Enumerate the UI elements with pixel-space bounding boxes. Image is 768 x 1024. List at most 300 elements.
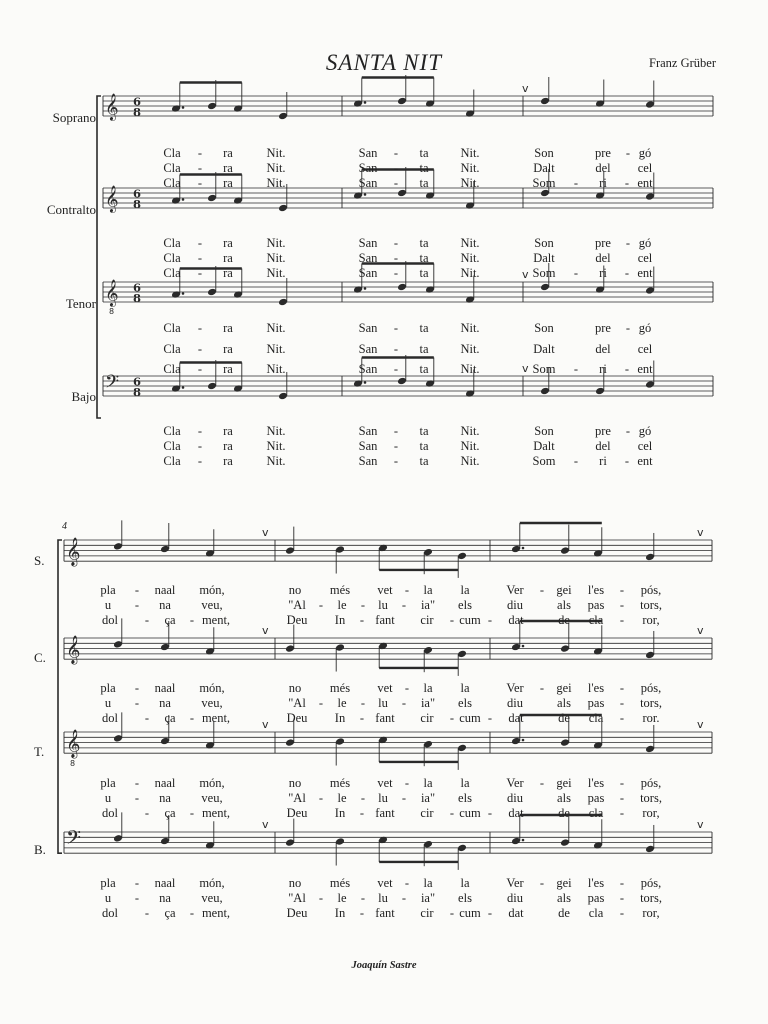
- lyric-s2-v0: veu,: [201, 598, 223, 612]
- lyric-s1-v3: ra: [223, 439, 233, 453]
- lyric-s1-v1: ra: [223, 251, 233, 265]
- voice-label-bajo: Bajo: [71, 389, 96, 404]
- treble-clef-icon: 𝄞: [105, 94, 119, 121]
- lyric-s2-v2: ia": [420, 791, 436, 805]
- lyric-s2-v3: pós,: [640, 876, 662, 890]
- lyric-s2-v2: veu,: [201, 791, 223, 805]
- lyric-s2-v1: cum: [459, 711, 481, 725]
- lyric-s2-v1: cla: [588, 711, 604, 725]
- lyric-s1-v3: San: [358, 424, 378, 438]
- lyric-s1-v0: Nit.: [266, 146, 286, 160]
- lyric-s2-v0: -: [318, 598, 324, 612]
- lyric-s2-v2: "Al: [288, 791, 306, 805]
- lyric-s2-v0: cla: [588, 613, 604, 627]
- lyric-s2-v0: ment,: [201, 613, 231, 627]
- lyric-s1-v2: Som: [532, 362, 556, 376]
- lyric-s2-v1: -: [401, 696, 407, 710]
- lyric-s2-v0: fant: [375, 613, 395, 627]
- lyric-s1-v1: Nit.: [460, 266, 480, 280]
- lyric-s1-v0: ent: [637, 176, 653, 190]
- lyric-s2-v3: de: [558, 906, 570, 920]
- breath-mark-icon: v: [262, 624, 269, 637]
- lyric-s2-v3: Deu: [286, 906, 308, 920]
- lyric-s2-v2: -: [619, 791, 625, 805]
- lyric-s1-v3: ra: [223, 424, 233, 438]
- lyric-s1-v2: -: [393, 362, 399, 376]
- lyric-s1-v2: ta: [419, 321, 429, 335]
- lyric-s2-v0: le: [337, 598, 347, 612]
- lyric-s1-v1: Nit.: [266, 236, 286, 250]
- lyric-s1-v1: Son: [534, 236, 554, 250]
- lyric-s2-v3: vet: [377, 876, 393, 890]
- lyric-s2-v2: pas: [587, 791, 605, 805]
- lyric-s1-v2: -: [197, 342, 203, 356]
- dot: [182, 106, 185, 109]
- lyric-s1-v2: Cla: [163, 362, 181, 376]
- lyric-s2-v3: -: [487, 906, 493, 920]
- lyric-s2-v0: -: [359, 613, 365, 627]
- lyric-s2-v3: als: [557, 891, 571, 905]
- lyric-s2-v2: la: [423, 776, 433, 790]
- lyric-s2-v0: -: [449, 613, 455, 627]
- lyric-s1-v1: Cla: [163, 251, 181, 265]
- lyric-s2-v1: na: [159, 696, 171, 710]
- voice-label-soprano: Soprano: [52, 110, 96, 125]
- lyric-s2-v1: Ver: [506, 681, 524, 695]
- lyric-s2-v3: -: [318, 891, 324, 905]
- lyric-s1-v2: San: [358, 342, 378, 356]
- lyric-s2-v0: -: [539, 583, 545, 597]
- lyric-s2-v3: tors,: [640, 891, 662, 905]
- lyric-s1-v0: Dalt: [533, 161, 555, 175]
- lyric-s1-v1: -: [624, 266, 630, 280]
- lyric-s1-v1: ta: [419, 266, 429, 280]
- lyric-s1-v1: ra: [223, 266, 233, 280]
- lyric-s2-v0: u: [104, 598, 112, 612]
- lyric-s1-v2: Nit.: [266, 342, 286, 356]
- lyric-s2-v1: l'es: [587, 681, 605, 695]
- lyric-s2-v1: Deu: [286, 711, 308, 725]
- lyric-s2-v2: In: [334, 806, 346, 820]
- lyric-s2-v3: els: [458, 891, 472, 905]
- lyric-s2-v0: -: [619, 583, 625, 597]
- lyric-s2-v3: món,: [199, 876, 225, 890]
- lyric-s2-v3: -: [404, 876, 410, 890]
- lyric-s1-v1: Nit.: [266, 251, 286, 265]
- lyric-s2-v2: u: [104, 791, 112, 805]
- lyric-s1-v1: ri: [599, 266, 607, 280]
- lyric-s1-v3: -: [393, 439, 399, 453]
- lyric-s1-v3: -: [624, 454, 630, 468]
- lyric-s2-v0: naal: [154, 583, 176, 597]
- time-signature-bottom: 8: [133, 196, 142, 211]
- lyric-s1-v2: Nit.: [266, 362, 286, 376]
- lyric-s2-v2: le: [337, 791, 347, 805]
- system-bracket: [97, 96, 101, 418]
- lyric-s2-v0: -: [144, 613, 150, 627]
- time-signature-bottom: 8: [133, 290, 142, 305]
- lyric-s1-v3: ra: [223, 454, 233, 468]
- breath-mark-icon: v: [522, 268, 529, 281]
- lyric-s1-v3: San: [358, 439, 378, 453]
- lyric-s2-v3: -: [619, 891, 625, 905]
- lyric-s2-v3: le: [337, 891, 347, 905]
- lyric-s1-v1: San: [358, 266, 378, 280]
- lyric-s1-v2: -: [393, 342, 399, 356]
- lyric-s1-v1: -: [573, 266, 579, 280]
- time-signature-bottom: 8: [133, 384, 142, 399]
- lyric-s1-v3: -: [573, 454, 579, 468]
- lyric-s2-v1: tors,: [640, 696, 662, 710]
- lyric-s2-v3: l'es: [587, 876, 605, 890]
- lyric-s1-v3: -: [393, 454, 399, 468]
- breath-mark-icon: v: [697, 526, 704, 539]
- lyric-s2-v0: Deu: [286, 613, 308, 627]
- dot: [522, 547, 525, 550]
- breath-mark-icon: v: [697, 718, 704, 731]
- lyric-s2-v1: veu,: [201, 696, 223, 710]
- dot: [522, 839, 525, 842]
- breath-mark-icon: v: [262, 818, 269, 831]
- lyric-s2-v0: Ver: [506, 583, 524, 597]
- lyric-s1-v0: -: [393, 161, 399, 175]
- dot: [522, 739, 525, 742]
- breath-mark-icon: v: [697, 818, 704, 831]
- lyric-s2-v1: gei: [556, 681, 572, 695]
- lyric-s2-v2: -: [487, 806, 493, 820]
- lyric-s2-v2: -: [619, 776, 625, 790]
- lyric-s1-v3: Nit.: [460, 424, 480, 438]
- octave-mark: 8: [109, 307, 115, 316]
- bass-clef-icon: 𝄢: [105, 372, 120, 397]
- arranger-name: Joaquín Sastre: [351, 960, 417, 971]
- lyric-s2-v3: ia": [420, 891, 436, 905]
- lyric-s2-v2: naal: [154, 776, 176, 790]
- page-title: SANTA NIT: [325, 50, 443, 75]
- lyric-s1-v0: San: [358, 161, 378, 175]
- lyric-s2-v1: -: [619, 696, 625, 710]
- lyric-s2-v3: la: [460, 876, 470, 890]
- lyric-s2-v0: dat: [508, 613, 524, 627]
- lyric-s2-v2: més: [329, 776, 351, 790]
- lyric-s2-v2: l'es: [587, 776, 605, 790]
- lyric-s2-v1: món,: [199, 681, 225, 695]
- lyric-s1-v3: San: [358, 454, 378, 468]
- lyric-s2-v1: "Al: [288, 696, 306, 710]
- lyric-s1-v0: gó: [638, 146, 652, 160]
- measure-number: 4: [62, 521, 67, 532]
- lyric-s2-v3: pas: [587, 891, 605, 905]
- lyric-s1-v3: ri: [599, 454, 607, 468]
- lyric-s1-v0: ta: [419, 161, 429, 175]
- lyric-s1-v1: ta: [419, 236, 429, 250]
- time-signature-top: 6: [133, 94, 142, 109]
- lyric-s2-v2: lu: [378, 791, 388, 805]
- lyric-s1-v1: -: [197, 266, 203, 280]
- lyric-s2-v2: -: [134, 791, 140, 805]
- lyric-s1-v1: del: [595, 251, 611, 265]
- lyric-s1-v2: -: [393, 321, 399, 335]
- lyric-s1-v1: Cla: [163, 266, 181, 280]
- dot: [364, 101, 367, 104]
- lyric-s1-v2: cel: [637, 342, 653, 356]
- lyric-s2-v1: més: [329, 681, 351, 695]
- lyric-s2-v3: -: [401, 891, 407, 905]
- lyric-s1-v2: gó: [638, 321, 652, 335]
- lyric-s1-v1: gó: [638, 236, 652, 250]
- lyric-s2-v3: u: [104, 891, 112, 905]
- lyric-s1-v1: pre: [595, 236, 611, 250]
- lyric-s2-v3: cum: [459, 906, 481, 920]
- lyric-s2-v1: u: [104, 696, 112, 710]
- lyric-s1-v0: Nit.: [460, 161, 480, 175]
- lyric-s2-v2: -: [449, 806, 455, 820]
- lyric-s1-v0: -: [624, 176, 630, 190]
- dot: [182, 292, 185, 295]
- lyric-s1-v3: ta: [419, 439, 429, 453]
- lyric-s2-v2: na: [159, 791, 171, 805]
- lyric-s1-v0: Nit.: [460, 146, 480, 160]
- lyric-s2-v2: -: [144, 806, 150, 820]
- lyric-s2-v2: -: [619, 806, 625, 820]
- lyric-s2-v2: -: [404, 776, 410, 790]
- lyric-s1-v0: -: [393, 176, 399, 190]
- lyric-s2-v2: tors,: [640, 791, 662, 805]
- lyric-s2-v0: -: [487, 613, 493, 627]
- lyric-s2-v2: -: [401, 791, 407, 805]
- lyric-s2-v3: dat: [508, 906, 524, 920]
- lyric-s2-v0: l'es: [587, 583, 605, 597]
- treble-clef-icon: 𝄞: [66, 634, 81, 664]
- lyric-s1-v1: Nit.: [460, 251, 480, 265]
- lyric-s2-v1: -: [360, 696, 366, 710]
- lyric-s1-v3: -: [197, 424, 203, 438]
- voice-label-contralto: Contralto: [46, 202, 96, 217]
- lyric-s2-v3: na: [159, 891, 171, 905]
- lyric-s2-v1: vet: [377, 681, 393, 695]
- breath-mark-icon: v: [262, 718, 269, 731]
- lyric-s2-v3: -: [134, 876, 140, 890]
- lyric-s1-v3: Son: [534, 424, 554, 438]
- lyric-s2-v3: més: [329, 876, 351, 890]
- lyric-s2-v3: la: [423, 876, 433, 890]
- lyric-s2-v1: ça: [164, 711, 176, 725]
- lyric-s1-v3: -: [197, 439, 203, 453]
- lyric-s2-v2: cir: [420, 806, 434, 820]
- lyric-s1-v3: Som: [532, 454, 556, 468]
- lyric-s2-v0: "Al: [288, 598, 306, 612]
- dot: [364, 287, 367, 290]
- lyric-s1-v0: San: [358, 176, 378, 190]
- lyric-s1-v0: Nit.: [266, 176, 286, 190]
- lyric-s1-v3: cel: [637, 439, 653, 453]
- lyric-s1-v2: ta: [419, 342, 429, 356]
- lyric-s1-v0: -: [197, 161, 203, 175]
- lyric-s1-v3: Cla: [163, 439, 181, 453]
- lyric-s1-v2: ri: [599, 362, 607, 376]
- lyric-s1-v1: -: [393, 236, 399, 250]
- lyric-s1-v2: ra: [223, 342, 233, 356]
- lyric-s1-v2: pre: [595, 321, 611, 335]
- lyric-s2-v3: cir: [420, 906, 434, 920]
- lyric-s2-v0: la: [460, 583, 470, 597]
- lyric-s2-v2: ça: [164, 806, 176, 820]
- lyric-s1-v0: pre: [595, 146, 611, 160]
- lyric-s1-v2: -: [573, 362, 579, 376]
- lyric-s2-v0: dol: [102, 613, 118, 627]
- lyric-s2-v2: -: [318, 791, 324, 805]
- lyric-s1-v2: -: [197, 362, 203, 376]
- lyric-s2-v2: gei: [556, 776, 572, 790]
- lyric-s2-v0: ça: [164, 613, 176, 627]
- lyric-s1-v3: Cla: [163, 424, 181, 438]
- lyric-s1-v0: San: [358, 146, 378, 160]
- lyric-s1-v0: -: [393, 146, 399, 160]
- lyric-s2-v1: -: [487, 711, 493, 725]
- lyric-s2-v1: als: [557, 696, 571, 710]
- lyric-s1-v1: cel: [637, 251, 653, 265]
- dot: [522, 645, 525, 648]
- lyric-s2-v2: dol: [102, 806, 118, 820]
- lyric-s2-v0: -: [619, 598, 625, 612]
- lyric-s2-v0: tors,: [640, 598, 662, 612]
- lyric-s1-v3: -: [393, 424, 399, 438]
- lyric-s2-v1: naal: [154, 681, 176, 695]
- lyric-s1-v2: Nit.: [460, 321, 480, 335]
- lyric-s2-v0: pla: [100, 583, 116, 597]
- lyric-s1-v0: Nit.: [266, 161, 286, 175]
- treble-clef-icon: 𝄞: [105, 280, 119, 307]
- lyric-s2-v0: -: [134, 583, 140, 597]
- lyric-s2-v3: -: [619, 876, 625, 890]
- lyric-s2-v0: lu: [378, 598, 388, 612]
- lyric-s1-v1: -: [393, 251, 399, 265]
- lyric-s1-v0: Son: [534, 146, 554, 160]
- lyric-s2-v1: dat: [508, 711, 524, 725]
- lyric-s2-v2: -: [539, 776, 545, 790]
- lyric-s2-v3: -: [360, 891, 366, 905]
- lyric-s2-v1: cir: [420, 711, 434, 725]
- lyric-s2-v0: -: [619, 613, 625, 627]
- lyric-s1-v2: San: [358, 362, 378, 376]
- lyric-s1-v1: ta: [419, 251, 429, 265]
- lyric-s2-v2: vet: [377, 776, 393, 790]
- lyric-s1-v3: -: [625, 424, 631, 438]
- lyric-s2-v1: -: [318, 696, 324, 710]
- lyric-s1-v0: ra: [223, 176, 233, 190]
- lyric-s1-v1: Dalt: [533, 251, 555, 265]
- lyric-s1-v2: -: [197, 321, 203, 335]
- lyric-s1-v3: Cla: [163, 454, 181, 468]
- lyric-s2-v3: lu: [378, 891, 388, 905]
- lyric-s2-v0: de: [558, 613, 570, 627]
- system-bracket: [58, 540, 62, 853]
- lyric-s2-v1: -: [404, 681, 410, 695]
- lyric-s2-v0: -: [134, 598, 140, 612]
- treble-clef-icon: 𝄞: [105, 186, 119, 213]
- lyric-s2-v1: pós,: [640, 681, 662, 695]
- lyric-s1-v3: -: [197, 454, 203, 468]
- lyric-s2-v2: pós,: [640, 776, 662, 790]
- lyric-s2-v3: dol: [102, 906, 118, 920]
- lyric-s2-v0: cir: [420, 613, 434, 627]
- lyric-s2-v1: pas: [587, 696, 605, 710]
- lyric-s2-v1: de: [558, 711, 570, 725]
- lyric-s2-v1: la: [460, 681, 470, 695]
- lyric-s2-v3: ça: [164, 906, 176, 920]
- lyric-s1-v2: Nit.: [266, 321, 286, 335]
- lyric-s2-v2: fant: [375, 806, 395, 820]
- lyric-s1-v1: Cla: [163, 236, 181, 250]
- composer-name: Franz Grüber: [649, 56, 716, 70]
- lyric-s1-v1: Som: [532, 266, 556, 280]
- lyric-s2-v2: ror,: [642, 806, 660, 820]
- lyric-s2-v2: Deu: [286, 806, 308, 820]
- lyric-s2-v0: món,: [199, 583, 225, 597]
- lyric-s2-v0: vet: [377, 583, 393, 597]
- lyric-s2-v3: -: [619, 906, 625, 920]
- lyric-s2-v1: -: [539, 681, 545, 695]
- lyric-s1-v0: -: [197, 146, 203, 160]
- lyric-s1-v2: -: [625, 321, 631, 335]
- lyric-s2-v1: -: [359, 711, 365, 725]
- lyric-s1-v3: gó: [638, 424, 652, 438]
- lyric-s2-v1: -: [134, 696, 140, 710]
- octave-mark: 8: [70, 758, 76, 768]
- lyric-s2-v1: ment,: [201, 711, 231, 725]
- lyric-s2-v2: als: [557, 791, 571, 805]
- lyric-s1-v0: cel: [637, 161, 653, 175]
- lyric-s1-v1: San: [358, 251, 378, 265]
- lyric-s2-v1: -: [619, 681, 625, 695]
- lyric-s2-v3: pla: [100, 876, 116, 890]
- lyric-s2-v1: -: [189, 711, 195, 725]
- lyric-s1-v0: Cla: [163, 176, 181, 190]
- lyric-s2-v3: no: [288, 876, 302, 890]
- lyric-s2-v2: pla: [100, 776, 116, 790]
- lyric-s1-v3: ta: [419, 454, 429, 468]
- lyric-s1-v1: -: [393, 266, 399, 280]
- lyric-s2-v3: In: [334, 906, 346, 920]
- lyric-s2-v0: na: [159, 598, 171, 612]
- lyric-s2-v3: veu,: [201, 891, 223, 905]
- lyric-s1-v0: Nit.: [460, 176, 480, 190]
- lyric-s2-v1: no: [288, 681, 302, 695]
- lyric-s1-v3: ent: [637, 454, 653, 468]
- lyric-s2-v2: -: [134, 776, 140, 790]
- lyric-s2-v3: -: [449, 906, 455, 920]
- treble-clef-icon: 𝄞: [66, 728, 81, 758]
- lyric-s1-v2: ra: [223, 362, 233, 376]
- lyric-s2-v3: "Al: [288, 891, 306, 905]
- lyric-s1-v0: ta: [419, 146, 429, 160]
- lyric-s2-v2: la: [460, 776, 470, 790]
- lyric-s2-v1: le: [337, 696, 347, 710]
- dot: [364, 381, 367, 384]
- lyric-s2-v0: -: [360, 598, 366, 612]
- lyric-s1-v0: Cla: [163, 161, 181, 175]
- lyric-s1-v2: San: [358, 321, 378, 335]
- lyric-s1-v0: Som: [532, 176, 556, 190]
- lyric-s1-v2: del: [595, 342, 611, 356]
- lyric-s2-v2: ment,: [201, 806, 231, 820]
- lyric-s2-v1: In: [334, 711, 346, 725]
- lyric-s2-v0: pós,: [640, 583, 662, 597]
- voice-abbr-bajo: B.: [34, 842, 46, 857]
- lyric-s2-v0: cum: [459, 613, 481, 627]
- lyric-s1-v2: Cla: [163, 321, 181, 335]
- treble-clef-icon: 𝄞: [66, 536, 81, 566]
